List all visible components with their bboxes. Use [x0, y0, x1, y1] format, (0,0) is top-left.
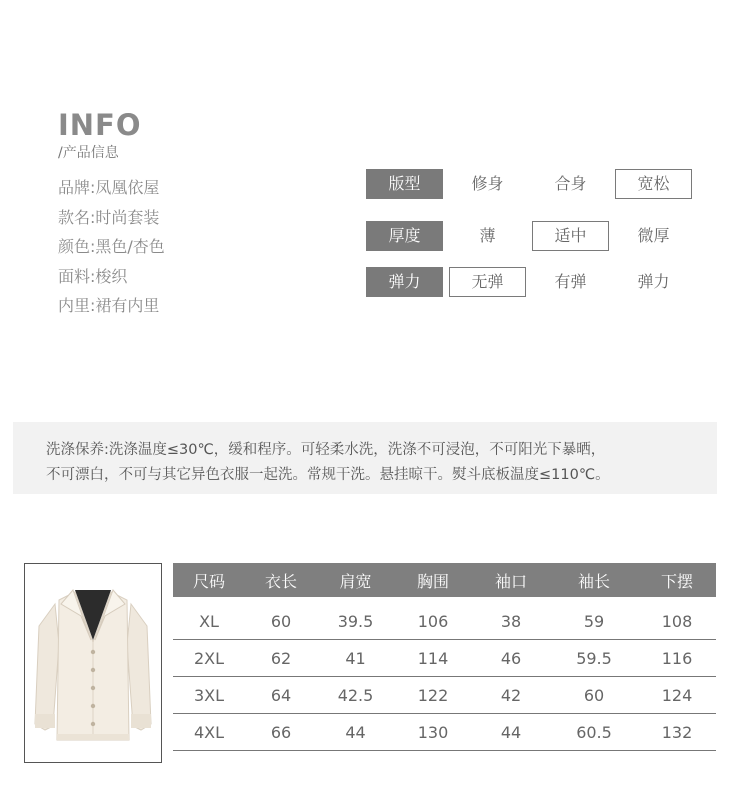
- table-cell: 108: [638, 597, 716, 640]
- stretch-option-some: 有弹: [554, 272, 587, 291]
- table-cell: 124: [638, 677, 716, 714]
- product-photo: [24, 563, 162, 763]
- table-cell: 59.5: [550, 640, 638, 677]
- care-line-2: 不可漂白，不可与其它异色衣服一起洗。常规干洗。悬挂晾干。熨斗底板温度≤110℃。: [46, 467, 610, 483]
- table-cell: 39.5: [317, 597, 394, 640]
- table-cell: 64: [245, 677, 317, 714]
- attr-row-fit: [366, 169, 706, 199]
- header-length: 衣长: [245, 563, 317, 597]
- stretch-option-stretchy: 弹力: [637, 272, 670, 291]
- header-hem: 下摆: [638, 563, 716, 597]
- table-cell: 42.5: [317, 677, 394, 714]
- table-cell: 44: [472, 714, 550, 751]
- thickness-option-medium: 适中: [532, 221, 609, 251]
- table-cell: 42: [472, 677, 550, 714]
- care-line-1: 洗涤保养:洗涤温度≤30℃，缓和程序。可轻柔水洗，洗涤不可浸泡，不可阳光下暴晒，: [46, 442, 606, 458]
- table-cell: 132: [638, 714, 716, 751]
- table-cell: 60.5: [550, 714, 638, 751]
- info-subtitle: /产品信息: [58, 145, 119, 161]
- table-cell: 4XL: [173, 714, 245, 751]
- size-table: [173, 563, 716, 751]
- table-cell: 130: [394, 714, 472, 751]
- fit-option-loose: 宽松: [615, 169, 692, 199]
- attr-row-thickness: [366, 221, 706, 251]
- fit-option-slim: 修身: [471, 174, 504, 193]
- table-row: [173, 714, 716, 751]
- spec-color: 颜色:黑色/杏色: [58, 237, 165, 256]
- table-cell: 46: [472, 640, 550, 677]
- fit-option-regular: 合身: [554, 174, 587, 193]
- table-row: [173, 677, 716, 714]
- table-row: [173, 640, 716, 677]
- table-cell: 38: [472, 597, 550, 640]
- table-cell: 66: [245, 714, 317, 751]
- table-cell: 3XL: [173, 677, 245, 714]
- attr-label-stretch: 弹力: [366, 267, 443, 297]
- spec-style-name: 款名:时尚套装: [58, 207, 160, 227]
- size-table-header: [173, 563, 716, 597]
- header-sleeve-length: 袖长: [550, 563, 638, 597]
- attr-label-thickness: 厚度: [366, 221, 443, 251]
- header-size: 尺码: [173, 563, 245, 597]
- table-cell: 2XL: [173, 640, 245, 677]
- product-spec-list: [58, 177, 165, 325]
- info-title: INFO: [58, 108, 142, 142]
- table-cell: 116: [638, 640, 716, 677]
- spec-lining: 内里:裙有内里: [58, 296, 160, 315]
- header-bust: 胸围: [394, 563, 472, 597]
- table-cell: 122: [394, 677, 472, 714]
- table-cell: 106: [394, 597, 472, 640]
- header-cuff: 袖口: [472, 563, 550, 597]
- attr-label-fit: 版型: [366, 169, 443, 199]
- stretch-option-none: 无弹: [449, 267, 526, 297]
- blouse-illustration: [25, 564, 161, 762]
- table-cell: 114: [394, 640, 472, 677]
- table-row: [173, 597, 716, 640]
- thickness-option-thick: 微厚: [637, 226, 670, 245]
- table-cell: 60: [245, 597, 317, 640]
- table-cell: 44: [317, 714, 394, 751]
- spec-brand: 品牌:凤凰依屋: [58, 178, 160, 197]
- care-instructions: [13, 422, 717, 494]
- table-cell: 62: [245, 640, 317, 677]
- table-cell: XL: [173, 597, 245, 640]
- table-cell: 59: [550, 597, 638, 640]
- thickness-option-thin: 薄: [479, 226, 496, 245]
- attr-row-stretch: [366, 267, 706, 297]
- spec-fabric: 面料:梭织: [58, 266, 128, 286]
- table-cell: 60: [550, 677, 638, 714]
- header-shoulder: 肩宽: [317, 563, 394, 597]
- table-cell: 41: [317, 640, 394, 677]
